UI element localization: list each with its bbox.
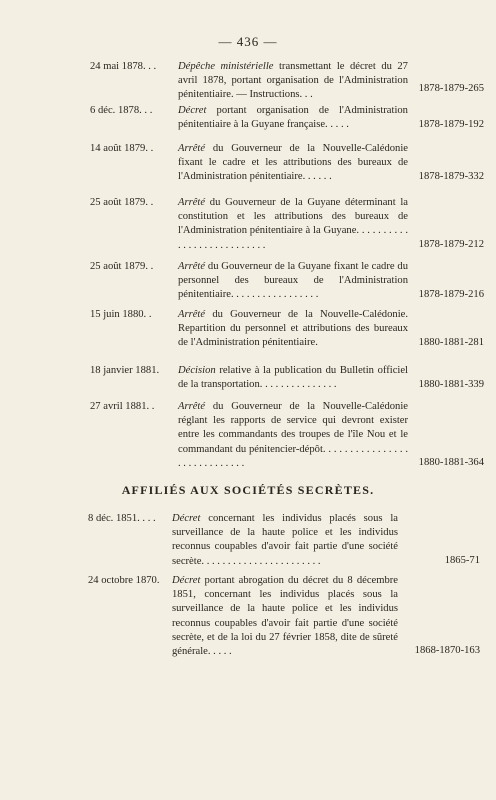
entry-text xyxy=(178,308,408,351)
entry-1 xyxy=(8,60,484,104)
entry-2 xyxy=(8,104,484,138)
entry-lead: Arrêté xyxy=(178,143,206,154)
entry-body: relative à la publication du Bulletin officiel de la transportation. . . . . . . . . . . . . . . xyxy=(178,365,408,391)
entry-body: portant organisation de l'Administration pénitentiaire à la Guyane française. . . . . xyxy=(178,105,408,131)
entry-lead: Arrêté xyxy=(178,309,206,320)
entry-7 xyxy=(8,364,484,396)
entry-text xyxy=(178,142,408,185)
entry-body: transmettant le décret du 27 avril 1878, portant organisation de l'Administration pénitentiaire. — Instructions. . . xyxy=(178,61,408,101)
entry-date: 15 juin 1880. . xyxy=(90,309,152,320)
entry-body: du Gouverneur de la Guyane fixant le cadre du personnel des bureaux de l'Administration pénitentiaire. . . . . . . . . . . . . . . . . xyxy=(178,261,408,301)
entry-text xyxy=(178,400,408,471)
entry-lead: Arrêté xyxy=(178,401,206,412)
entry-lead: Décision xyxy=(178,365,216,376)
entry-body: du Gouverneur de la Guyane déterminant la constitution et les attributions des bureaux de l'Administration pénitentiaire à la Guyane. . . . . . . . . . . . . . . . . . . . . . . . . . . xyxy=(178,197,408,251)
entry-lead: Arrêté xyxy=(178,261,206,272)
entry-ref: 1878-1879-332 xyxy=(418,171,484,182)
entry-3 xyxy=(8,142,484,190)
entry-body: concernant les individus placés sous la surveillance de la haute police et les individus reconnus coupables d'avoir fait partie d'une société secrète. . . . . . . . . . . . . . . . . . . . . . . xyxy=(172,513,398,567)
entry-6 xyxy=(8,308,484,352)
entry-date: 18 janvier 1881. xyxy=(90,365,160,376)
entry-ref: 1880-1881-281 xyxy=(418,337,484,348)
entry-ref: 1878-1879-265 xyxy=(418,83,484,94)
page-number: — 436 — xyxy=(218,34,278,49)
entry-ref: 1865-71 xyxy=(444,555,480,566)
entry-ref: 1880-1881-339 xyxy=(418,379,484,390)
entry-date: 24 mai 1878. . . xyxy=(90,61,157,72)
entry-date: 27 avril 1881. . xyxy=(90,401,155,412)
entry-date: 8 déc. 1851. . . . xyxy=(88,513,156,524)
entry-ref: 1878-1879-216 xyxy=(418,289,484,300)
entry-text xyxy=(178,364,408,392)
entry-lead: Décret xyxy=(172,513,201,524)
entry-ref: 1878-1879-212 xyxy=(418,239,484,250)
entry-4 xyxy=(8,196,484,252)
entry-lead: Décret xyxy=(172,575,201,586)
entry-date: 14 août 1879. . xyxy=(90,143,154,154)
entry-body: du Gouverneur de la Nouvelle-Calédonie. Repartition du personnel et attributions des bureaux de l'Administration pénitentiaire. xyxy=(178,309,408,349)
entry-text xyxy=(178,60,408,103)
entry-date: 25 août 1879. . xyxy=(90,261,154,272)
entry-lead: Décret xyxy=(178,105,207,116)
entry-date: 6 déc. 1878. . . xyxy=(90,105,153,116)
entry-body: portant abrogation du décret du 8 décembre 1851, concernant les individus placés sous la surveillance de la haute police et les individus reconnus coupables d'avoir fait partie d'une société secrète, et de la loi du 27 février 1858, dite de sûreté générale. . . . . xyxy=(172,575,398,658)
entry-text xyxy=(178,260,408,303)
section-title: AFFILIÉS AUX SOCIÉTÉS SECRÈTES. xyxy=(121,483,375,497)
entry-text xyxy=(172,512,398,569)
entry-body: du Gouverneur de la Nouvelle-Calédonie réglant les rapports de service qui devront exister entre les commandants des troupes de l'île Nou et le commandant du pénitencier-dépôt. . . . . . . . . . . . . . . . . . . . . . . . . . . . . xyxy=(178,401,408,469)
entry-8 xyxy=(8,400,484,476)
entry-body: du Gouverneur de la Nouvelle-Calédonie fixant le cadre et les attributions des bureaux de l'Administration pénitentiaire. . . . . . xyxy=(178,143,408,183)
entry-ref: 1878-1879-192 xyxy=(418,119,484,130)
section-entry-2 xyxy=(8,574,484,670)
entry-date: 24 octobre 1870. xyxy=(88,575,160,586)
entry-text xyxy=(178,196,408,253)
entry-text xyxy=(178,104,408,132)
entry-date: 25 août 1879. . xyxy=(90,197,154,208)
entry-lead: Arrêté xyxy=(178,197,206,208)
section-entry-1 xyxy=(8,512,484,572)
entry-ref: 1880-1881-364 xyxy=(418,457,484,468)
entry-ref: 1868-1870-163 xyxy=(414,645,480,656)
entry-lead: Dépêche ministérielle xyxy=(178,61,274,72)
entry-text xyxy=(172,574,398,659)
entry-5 xyxy=(8,260,484,304)
